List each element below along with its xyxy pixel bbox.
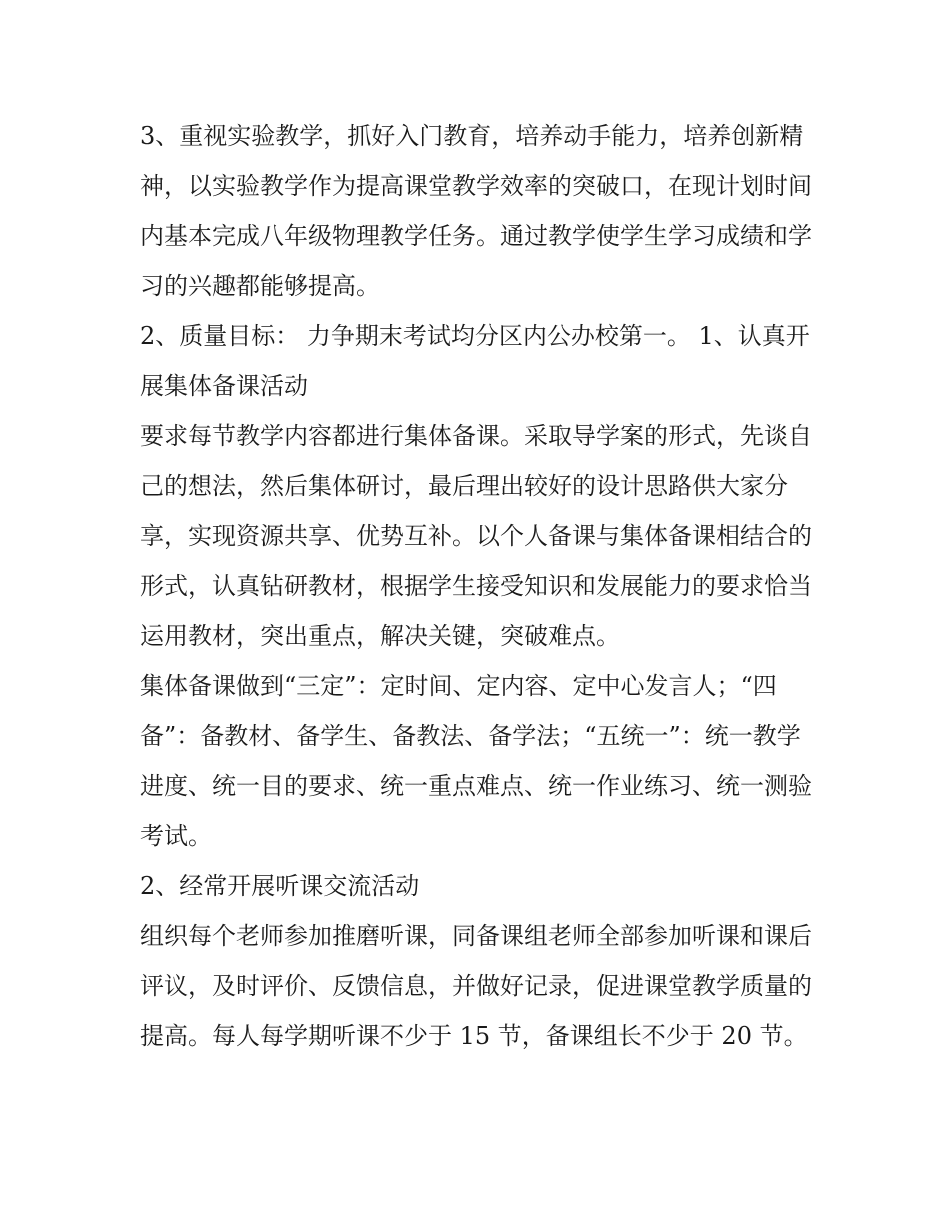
paragraph-three-four-five: 集体备课做到“三定”：定时间、定内容、定中心发言人；“四备”：备教材、备学生、备教法、备学法；“五统一”：统一教学进度、统一目的要求、统一重点难点、统一作业练习、统一测验考试。 [140, 672, 812, 850]
document-body [140, 111, 820, 1061]
paragraph-collective-lesson-prep: 要求每节教学内容都进行集体备课。采取导学案的形式，先谈自己的想法，然后集体研讨，最后理出较好的设计思路供大家分享，实现资源共享、优势互补。以个人备课与集体备课相结合的形式，认真钻研教材，根据学生接受知识和发展能力的要求恰当运用教材，突出重点，解决关键，突破难点。 [140, 422, 812, 650]
paragraph-quality-goal: 2、质量目标： 力争期末考试均分区内公办校第一。 1、认真开展集体备课活动 [140, 322, 810, 400]
paragraph-lesson-observation: 组织每个老师参加推磨听课，同备课组老师全部参加听课和课后评议，及时评价、反馈信息，并做好记录，促进课堂教学质量的提高。每人每学期听课不少于 15 节，备课组长不少于 20 节。 [140, 922, 812, 1050]
paragraph-experiment-teaching: 3、重视实验教学，抓好入门教育，培养动手能力，培养创新精神，以实验教学作为提高课堂教学效率的突破口，在现计划时间内基本完成八年级物理教学任务。通过教学使学生学习成绩和学习的兴趣都能够提高。 [140, 122, 812, 300]
paragraph-lesson-observation-heading: 2、经常开展听课交流活动 [140, 872, 420, 900]
